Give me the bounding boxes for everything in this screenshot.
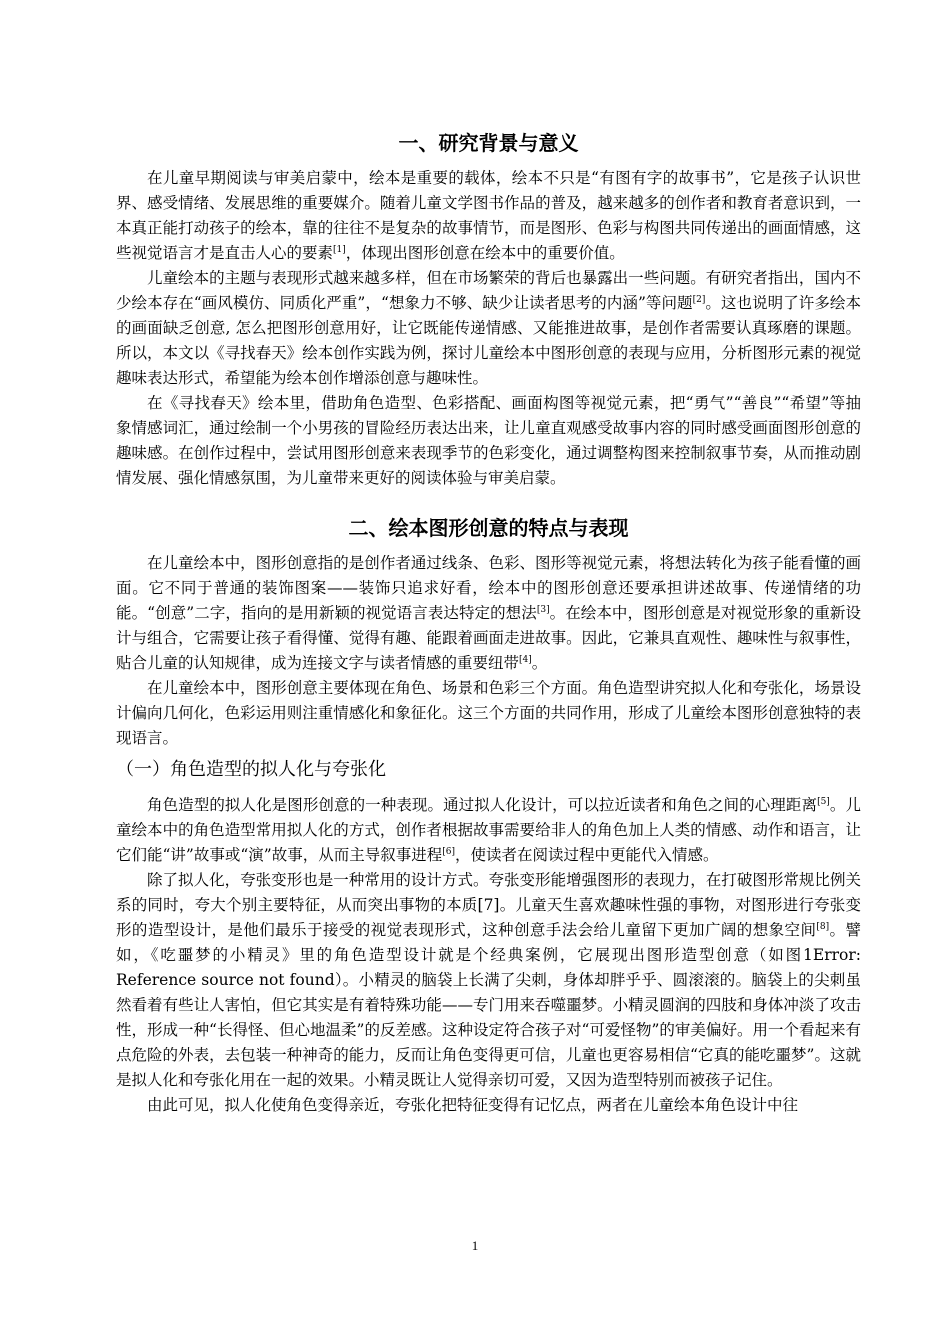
citation-2: [2]: [692, 294, 706, 305]
paragraph-text: ，体现出图形创意在绘本中的重要价值。: [345, 244, 625, 262]
paragraph-text: 角色造型的拟人化是图形创意的一种表现。通过拟人化设计，可以拉近读者和角色之间的心理距离: [147, 796, 818, 814]
section-1-heading: 一、研究背景与意义: [398, 131, 579, 155]
section-2-paragraph-1: [116, 551, 861, 676]
subsection-1-paragraph-1: [116, 793, 861, 868]
paragraph-text: 在儿童绘本中，图形创意指的是创作者通过线条、色彩、图形等视觉元素，将想法转化为孩子能看懂的画面。它不同于普通的装饰图案——装饰只追求好看，绘本中的图形创意还要承担讲述故事、传递情绪的功能。“创意”二字，指向的是用新颖的视觉语言表达特定的想法: [116, 554, 861, 622]
citation-4: [4]: [519, 654, 532, 665]
paragraph-text: 在儿童早期阅读与审美启蒙中，绘本是重要的载体，绘本不只是“有图有字的故事书”，它是孩子认识世界、感受情绪、发展思维的重要媒介。随着儿童文学图书作品的普及，越来越多的创作者和教育者意识到，一本真正能打动孩子的绘本，靠的往往不是复杂的故事情节，而是图形、色彩与构图共同传递出的画面情感，这些视觉语言才是直击人心的要素: [116, 169, 861, 262]
subsection-1-paragraph-3: 由此可见，拟人化使角色变得亲近，夸张化把特征变得有记忆点，两者在儿童绘本角色设计中往: [147, 1096, 799, 1114]
paragraph-text: 。: [531, 654, 548, 672]
section-2-heading: 二、绘本图形创意的特点与表现: [348, 516, 629, 540]
paragraph-text: 。譬如，《吃噩梦的小精灵》里的角色造型设计就是个经典案例，它展现出图形造型创意（如图1Error: Reference source not found）。小精灵的脑袋上长满了尖刺，身体却胖乎乎、圆滚滚的。脑袋上的尖刺虽然看着有些让人害怕，但它其实是有着特殊功能——专门用来吞噬噩梦。小精灵圆润的四肢和身体冲淡了攻击性，形成一种“长得怪、但心地温柔”的反差感。这种设定符合孩子对“可爱怪物”的审美偏好。用一个看起来有点危险的外表，去包装一种神奇的能力，反而让角色变得更可信，儿童也更容易相信“它真的能吃噩梦”。这就是拟人化和夸张化用在一起的效果。小精灵既让人觉得亲切可爱，又因为造型特别而被孩子记住。: [116, 921, 861, 1089]
citation-8: [8]: [816, 921, 830, 932]
page-content: [116, 128, 861, 1118]
section-1-paragraph-2: [116, 266, 861, 391]
paragraph-text: 除了拟人化，夸张变形也是一种常用的设计方式。夸张变形能增强图形的表现力，在打破图形常规比例关系的同时，夸大个别主要特征，从而突出事物的本质[7]。儿童天生喜欢趣味性强的事物，对图形进行夸张变形的造型设计，是他们最乐于接受的视觉表现形式，这种创意手法会给儿童留下更加广阔的想象空间: [116, 871, 861, 939]
paragraph-text: 。儿童绘本中的角色造型常用拟人化的方式，创作者根据故事需要给非人的角色加上人类的情感、动作和语言，让它们能“讲”故事或“演”故事，从而主导叙事进程: [116, 796, 861, 864]
paragraph-text: 。在绘本中，图形创意是对视觉形象的重新设计与组合，它需要让孩子看得懂、觉得有趣、能跟着画面走进故事。因此，它兼具直观性、趣味性与叙事性，贴合儿童的认知规律，成为连接文字与读者情感的重要纽带: [116, 604, 861, 672]
paragraph-text: 儿童绘本的主题与表现形式越来越多样，但在市场繁荣的背后也暴露出一些问题。有研究者指出，国内不少绘本存在“画风模仿、同质化严重”，“想象力不够、缺少让读者思考的内涵”等问题: [116, 269, 861, 312]
citation-3: [3]: [536, 604, 550, 615]
section-1-paragraph-1: [116, 166, 861, 266]
subsection-1-heading: （一）角色造型的拟人化与夸张化: [116, 759, 386, 780]
section-1-paragraph-3: 在《寻找春天》绘本里，借助角色造型、色彩搭配、画面构图等视觉元素，把“勇气”“善良”“希望”等抽象情感词汇，通过绘制一个小男孩的冒险经历表达出来，让儿童直观感受故事内容的同时感受画面图形创意的趣味感。在创作过程中，尝试用图形创意来表现季节的色彩变化，通过调整构图来控制叙事节奏，从而推动剧情发展、强化情感氛围，为儿童带来更好的阅读体验与审美启蒙。: [116, 394, 861, 487]
section-2-paragraph-2: 在儿童绘本中，图形创意主要体现在角色、场景和色彩三个方面。角色造型讲究拟人化和夸张化，场景设计偏向几何化，色彩运用则注重情感化和象征化。这三个方面的共同作用，形成了儿童绘本图形创意独特的表现语言。: [116, 679, 861, 747]
subsection-1-paragraph-2: [116, 868, 861, 1093]
page-number: 1: [471, 1238, 479, 1253]
citation-6: [6]: [442, 846, 455, 857]
citation-5: [5]: [817, 796, 830, 807]
paragraph-text: ，使读者在阅读过程中更能代入情感。: [454, 846, 719, 864]
citation-1: [1]: [333, 244, 346, 255]
paragraph-text: 。这也说明了许多绘本的画面缺乏创意, 怎么把图形创意用好，让它既能传递情感、又能推进故事，是创作者需要认真琢磨的课题。所以，本文以《寻找春天》绘本创作实践为例，探讨儿童绘本中图形创意的表现与应用，分析图形元素的视觉趣味表达形式，希望能为绘本创作增添创意与趣味性。: [116, 294, 861, 387]
